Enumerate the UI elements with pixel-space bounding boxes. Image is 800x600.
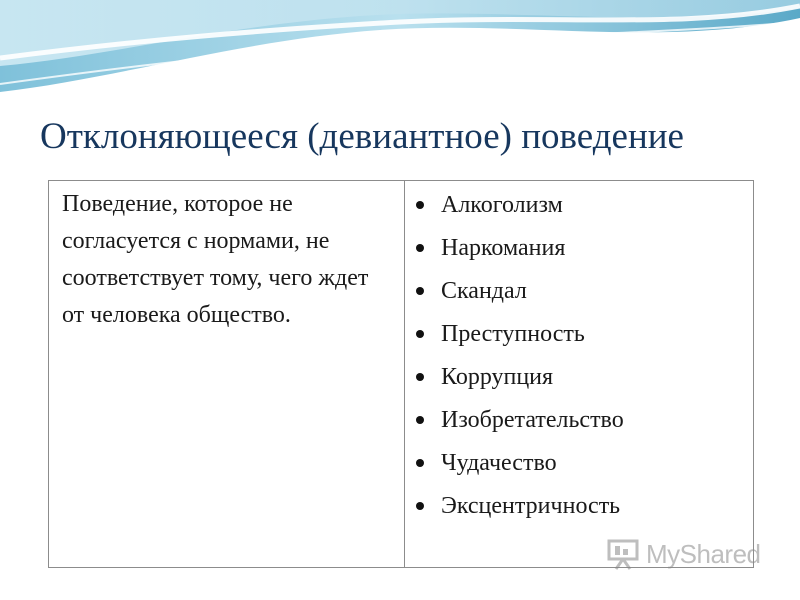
watermark [606,536,761,572]
bullet-icon [416,201,424,209]
list-item-label: Скандал [441,278,527,304]
content-table [48,180,754,568]
list-item [405,485,753,528]
bullet-icon [416,287,424,295]
list-item [405,442,753,485]
definition-cell [49,181,405,567]
list-item-label: Эксцентричность [441,493,621,519]
bullet-icon [416,416,424,424]
bullet-icon [416,459,424,467]
list-item [405,270,753,313]
list-item-label: Алкоголизм [441,192,563,218]
list-item-label: Преступность [441,321,585,347]
watermark-text: MyShared [646,538,761,569]
examples-list [405,184,753,528]
definition-text: Поведение, которое не согласуется с нормами, не соответствует тому, чего ждет от человека общество. [62,191,369,328]
list-item-label: Коррупция [441,364,554,390]
wave-header-decoration [0,0,800,110]
bullet-icon [416,330,424,338]
list-item-label: Изобретательство [441,407,624,433]
bullet-icon [416,373,424,381]
bullet-icon [416,244,424,252]
examples-cell [405,181,753,567]
list-item [405,356,753,399]
list-item-label: Наркомания [441,235,566,261]
list-item [405,184,753,227]
list-item [405,227,753,270]
list-item [405,313,753,356]
list-item [405,399,753,442]
slide-title: Отклоняющееся (девиантное) поведение [40,116,684,157]
list-item-label: Чудачество [441,450,557,476]
presentation-board-icon [606,537,640,571]
bullet-icon [416,502,424,510]
